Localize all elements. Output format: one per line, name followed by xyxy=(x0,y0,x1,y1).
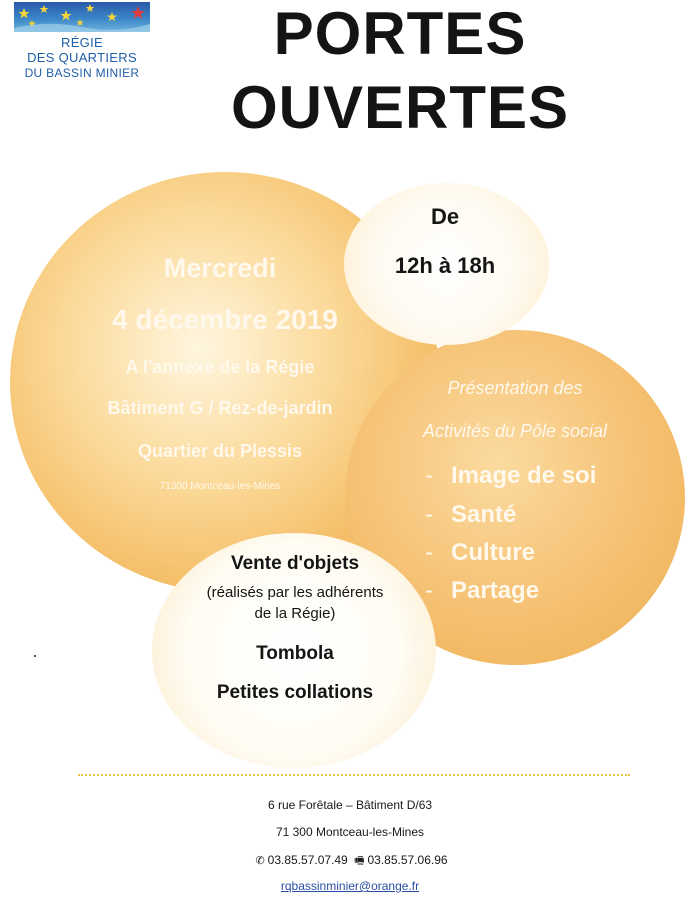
logo-line-1: RÉGIE xyxy=(61,35,103,50)
hours-from-label: De xyxy=(430,204,460,229)
sale-note-line-2: de la Régie) xyxy=(254,605,336,622)
logo-line-2: DES QUARTIERS xyxy=(27,50,137,65)
footer-fax: 03.85.57.06.96 xyxy=(367,853,448,867)
event-place-line-1: A l'annexe de la Régie xyxy=(125,357,315,377)
hours-range: 12h à 18h xyxy=(394,253,496,278)
regie-logo xyxy=(12,2,152,82)
activity-item: - Santé xyxy=(425,501,517,528)
stars-banner-icon xyxy=(14,2,150,32)
activity-item: - Partage xyxy=(425,577,540,604)
event-place-line-3: Quartier du Plessis xyxy=(137,441,303,461)
footer-contact-line xyxy=(150,852,550,871)
fax-icon: 🖷 xyxy=(354,855,365,867)
snacks-label: Petites collations xyxy=(216,682,374,703)
activity-item: - Culture xyxy=(425,539,535,566)
title-line-2: OUVERTES xyxy=(230,74,570,141)
activities-intro-line-2: Activités du Pôle social xyxy=(422,421,608,441)
activities-intro-line-1: Présentation des xyxy=(447,378,583,398)
footer-email-link[interactable]: rqbassinminier@orange.fr xyxy=(280,879,420,893)
event-postal-line: 71300 Montceau-les-Mines xyxy=(159,481,281,492)
sale-label: Vente d'objets xyxy=(230,553,360,574)
phone-icon: ✆ xyxy=(255,855,265,867)
sale-note-line-1: (réalisés par les adhérents xyxy=(206,584,384,601)
activity-item: - Image de soi xyxy=(425,462,597,489)
footer-phone: 03.85.57.07.49 xyxy=(267,853,348,867)
event-day: Mercredi xyxy=(163,253,277,283)
footer-divider xyxy=(78,774,630,776)
footer-address-line-2: 71 300 Montceau-les-Mines xyxy=(275,825,425,839)
event-date: 4 décembre 2019 xyxy=(112,304,338,335)
event-place-line-2: Bâtiment G / Rez-de-jardin xyxy=(107,398,333,418)
scan-speck xyxy=(34,655,36,657)
title-line-1: PORTES xyxy=(273,0,527,67)
footer-address-line-1: 6 rue Forêtale – Bâtiment D/63 xyxy=(267,798,433,812)
raffle-label: Tombola xyxy=(256,643,334,664)
logo-line-3: DU BASSIN MINIER xyxy=(24,66,140,80)
